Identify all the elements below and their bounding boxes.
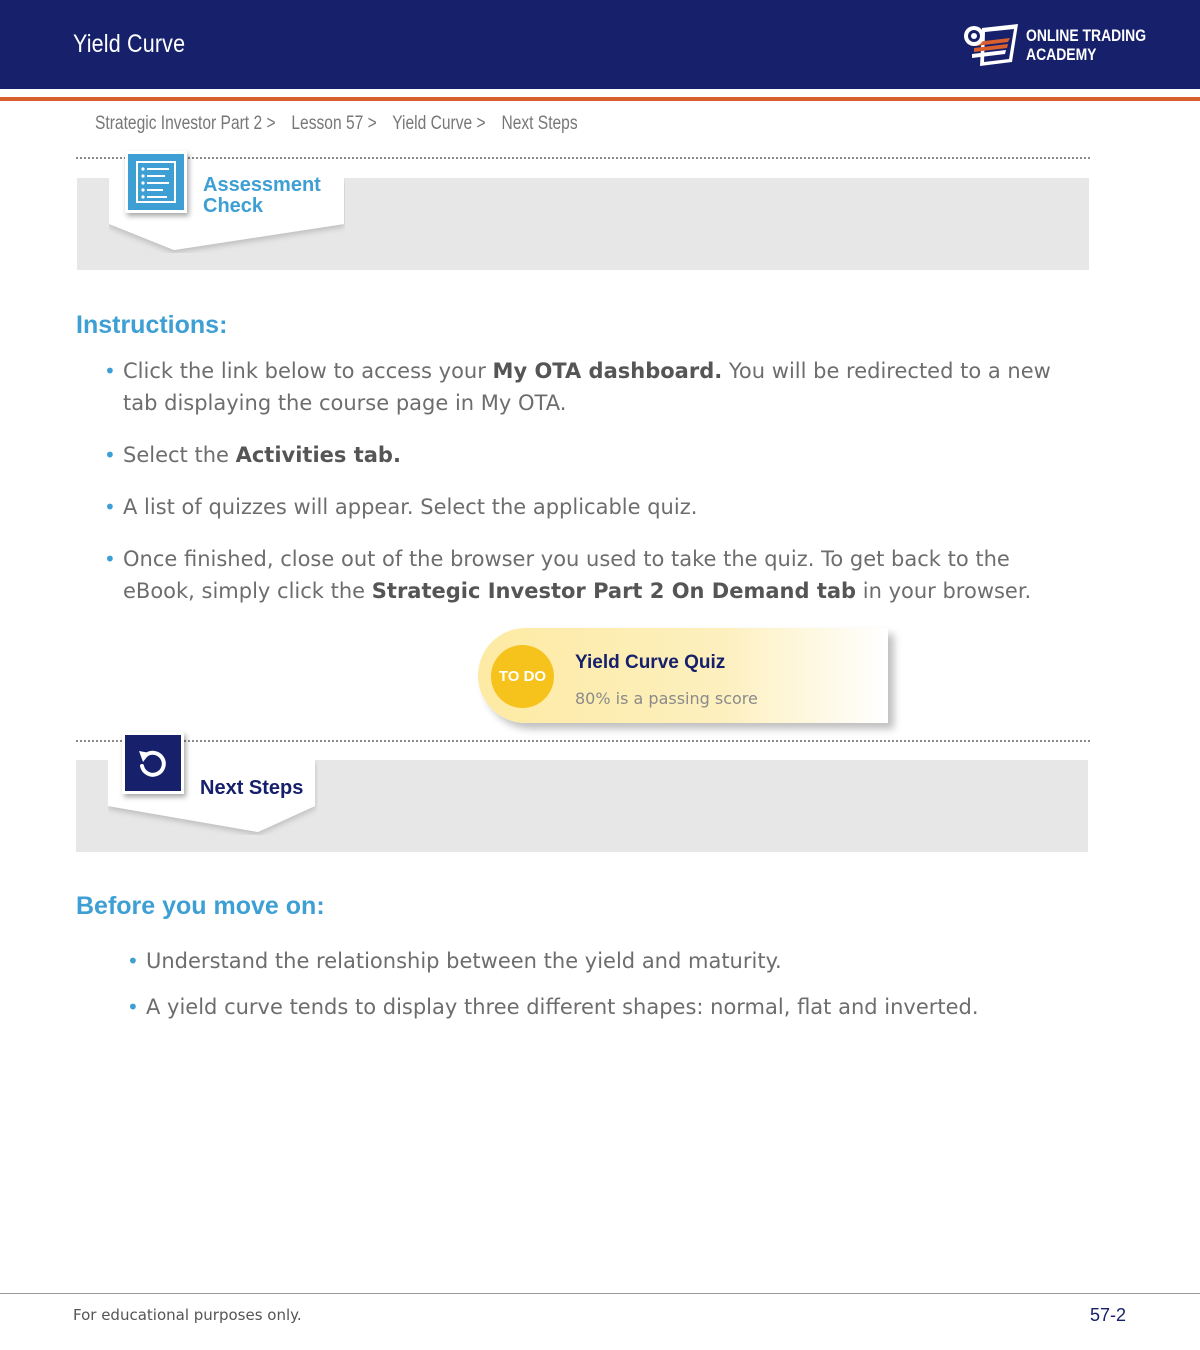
- logo-line-2: ACADEMY: [1026, 45, 1097, 64]
- quiz-title[interactable]: Yield Curve Quiz: [575, 652, 726, 673]
- instructions-heading: Instructions:: [76, 311, 228, 339]
- todo-badge: TO DO: [491, 645, 554, 708]
- next-steps-label: Next Steps: [200, 777, 304, 799]
- assessment-label-line-1: Assessment: [203, 174, 321, 196]
- list-item: • Understand the relationship between the yield and maturity.: [127, 945, 1087, 977]
- on-demand-tab-text: Strategic Investor Part 2 On Demand tab: [371, 579, 857, 603]
- my-ota-dashboard-link[interactable]: My OTA dashboard.: [492, 359, 723, 383]
- list-item: • Once finished, close out of the browser you used to take the quiz. To get back to the eBook, simply click the Strategic Investor Part 2 On Demand tab in your browser.: [104, 543, 1084, 607]
- activities-tab-text: Activities tab.: [235, 443, 401, 467]
- ota-logo-icon: [960, 22, 1022, 68]
- page-number: 57-2: [1089, 1305, 1126, 1325]
- footer-rule: [0, 1293, 1200, 1294]
- ota-logo: [960, 22, 1147, 68]
- breadcrumb-item[interactable]: Yield Curve >: [392, 113, 486, 134]
- checklist-icon: [125, 151, 187, 213]
- breadcrumb-item[interactable]: Lesson 57 >: [291, 113, 377, 134]
- list-item: • Select the Activities tab.: [104, 439, 1084, 471]
- breadcrumb-item[interactable]: Strategic Investor Part 2 >: [95, 113, 276, 134]
- page-header: [0, 0, 1200, 89]
- footer-disclaimer: For educational purposes only.: [73, 1306, 302, 1324]
- section-divider: [76, 157, 1090, 159]
- list-item: • A list of quizzes will appear. Select the applicable quiz.: [104, 491, 1084, 523]
- breadcrumb: [95, 113, 589, 135]
- quiz-subtitle: 80% is a passing score: [575, 689, 758, 708]
- ota-logo-text: [1026, 26, 1146, 64]
- list-item: • A yield curve tends to display three different shapes: normal, flat and inverted.: [127, 991, 1087, 1023]
- page-title: Yield Curve: [73, 30, 186, 58]
- breadcrumb-item[interactable]: Next Steps: [501, 113, 578, 134]
- quiz-link-card[interactable]: [478, 628, 888, 723]
- before-heading: Before you move on:: [76, 892, 325, 920]
- section-divider: [76, 740, 1090, 742]
- assessment-label-line-2: Check: [203, 195, 264, 217]
- instructions-list: [104, 355, 1084, 607]
- assessment-label: [203, 175, 321, 217]
- list-item: • Click the link below to access your My OTA dashboard. You will be redirected to a new tab displaying the course page in My OTA.: [104, 355, 1084, 419]
- logo-line-1: ONLINE TRADING: [1026, 26, 1147, 45]
- header-gap: [0, 89, 1200, 97]
- header-orange-rule: [0, 97, 1200, 101]
- refresh-icon: [122, 732, 184, 794]
- before-list: [127, 945, 1087, 1023]
